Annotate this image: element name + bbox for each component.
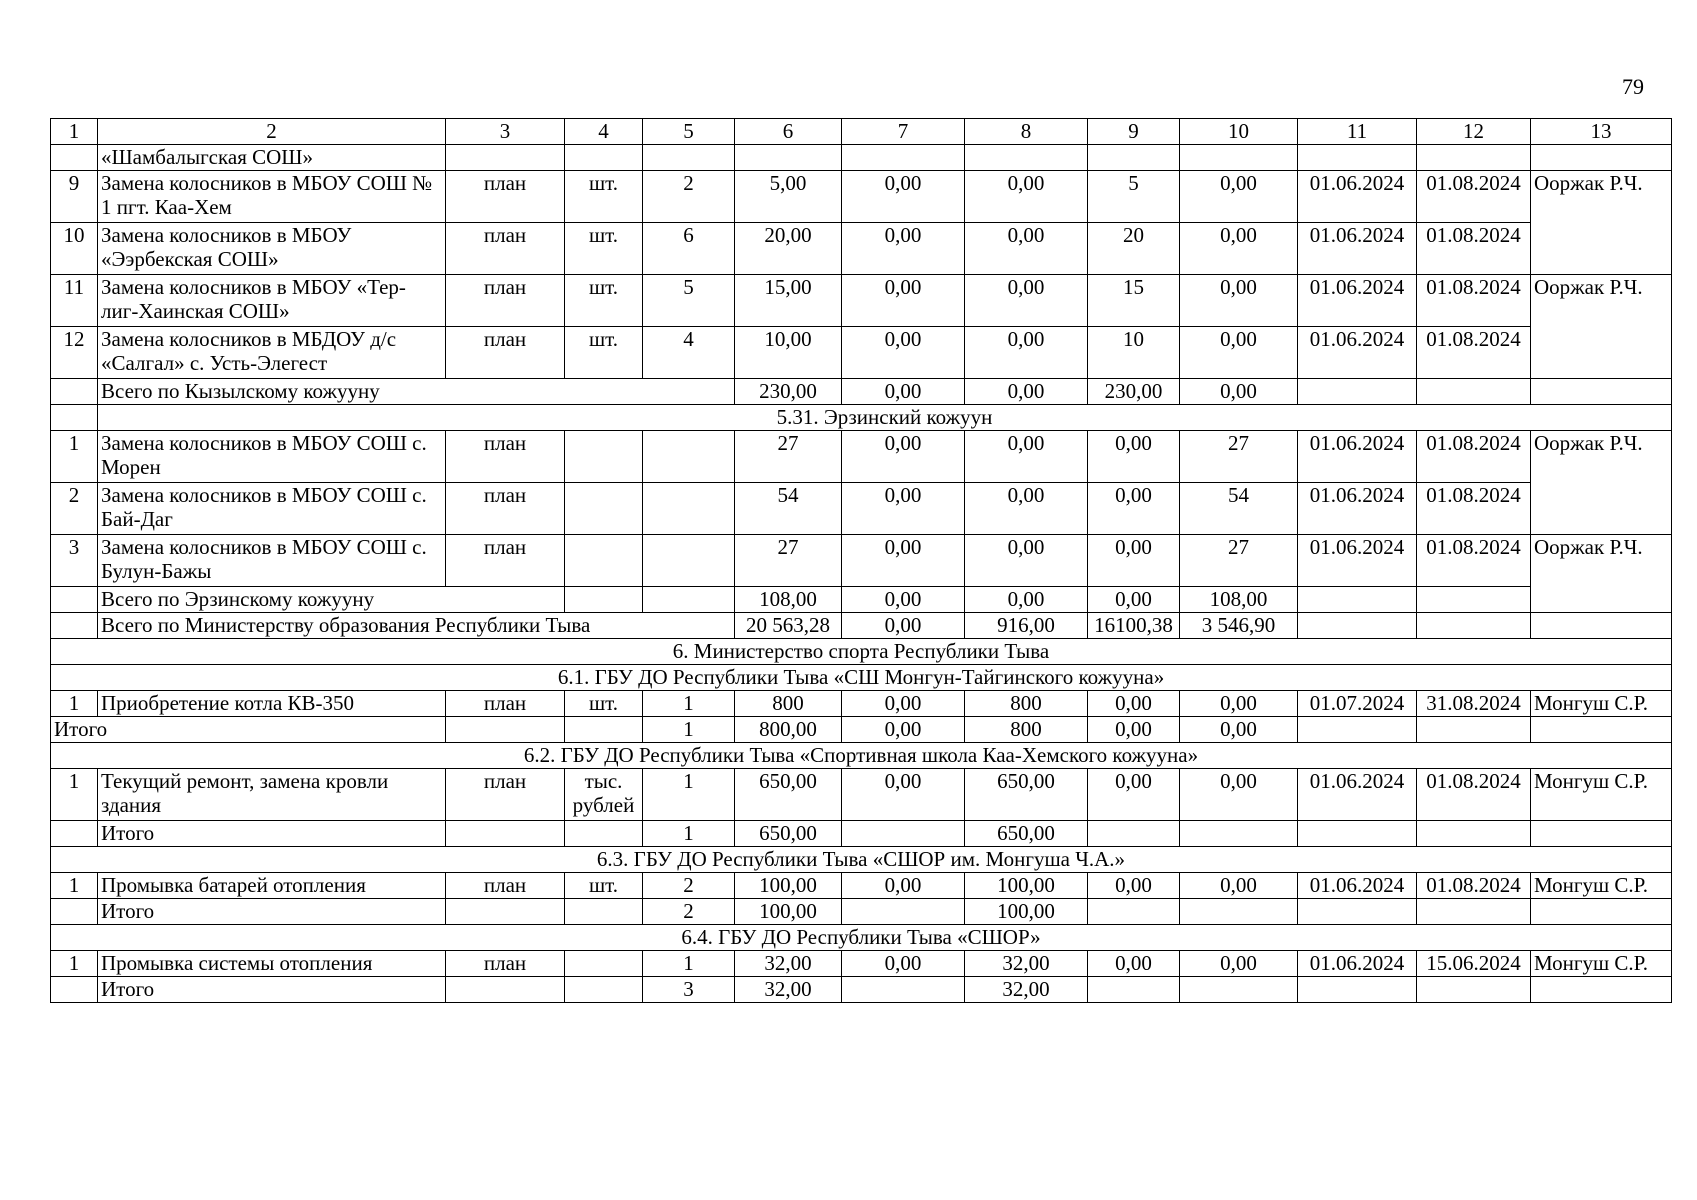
row-type: план (446, 483, 565, 535)
section-row (51, 847, 1672, 873)
total-row (51, 587, 1672, 613)
row-name: Замена колосников в МБОУ СОШ с. Бай-Даг (98, 483, 446, 535)
row-col9: 10 (1088, 327, 1180, 379)
row-type: план (446, 171, 565, 223)
row-col9: 0,00 (1088, 873, 1180, 899)
row-col10: 0,00 (1180, 951, 1298, 977)
row-responsible: Монгуш С.Р. (1531, 951, 1672, 977)
row-end-date: 01.08.2024 (1417, 431, 1531, 483)
table-row (51, 145, 1672, 171)
row-col9: 0,00 (1088, 535, 1180, 587)
row-col9: 0,00 (1088, 483, 1180, 535)
row-col6: 20 563,28 (735, 613, 842, 639)
row-col6: 108,00 (735, 587, 842, 613)
page-number: 79 (1622, 74, 1644, 99)
row-number: 1 (51, 769, 98, 821)
row-col8: 0,00 (965, 535, 1088, 587)
header-cell: 1 (51, 119, 98, 145)
row-type: план (446, 275, 565, 327)
section-row (51, 743, 1672, 769)
row-qty: 1 (643, 769, 735, 821)
row-name: Промывка системы отопления (98, 951, 446, 977)
row-end-date: 01.08.2024 (1417, 535, 1531, 587)
row-name: Текущий ремонт, замена кровли здания (98, 769, 446, 821)
row-col6: 5,00 (735, 171, 842, 223)
row-col9: 0,00 (1088, 951, 1180, 977)
row-col8: 100,00 (965, 873, 1088, 899)
row-number: 2 (51, 483, 98, 535)
row-start-date: 01.06.2024 (1298, 223, 1417, 275)
row-col7: 0,00 (842, 951, 965, 977)
row-type: план (446, 431, 565, 483)
row-col6: 10,00 (735, 327, 842, 379)
table-row (51, 223, 1672, 275)
row-col7: 0,00 (842, 223, 965, 275)
total-row (51, 379, 1672, 405)
row-end-date: 01.08.2024 (1417, 873, 1531, 899)
header-cell: 7 (842, 119, 965, 145)
row-end-date: 31.08.2024 (1417, 691, 1531, 717)
row-name: Замена колосников в МБОУ СОШ с. Морен (98, 431, 446, 483)
row-col8: 800 (965, 717, 1088, 743)
row-col6: 100,00 (735, 873, 842, 899)
row-qty: 1 (643, 717, 735, 743)
row-unit: тыс. рублей (565, 769, 643, 821)
row-unit: шт. (565, 691, 643, 717)
row-qty: 2 (643, 899, 735, 925)
row-type: план (446, 327, 565, 379)
row-col6: 54 (735, 483, 842, 535)
row-responsible: Монгуш С.Р. (1531, 769, 1672, 821)
section-title: 6.1. ГБУ ДО Республики Тыва «СШ Монгун-Тайгинского кожууна» (51, 665, 1672, 691)
row-qty: 2 (643, 873, 735, 899)
row-col8: 0,00 (965, 327, 1088, 379)
row-col10: 0,00 (1180, 171, 1298, 223)
row-qty: 1 (643, 951, 735, 977)
row-responsible: Ооржак Р.Ч. (1531, 535, 1672, 613)
row-col10: 0,00 (1180, 873, 1298, 899)
row-end-date: 01.08.2024 (1417, 171, 1531, 223)
row-number: 3 (51, 535, 98, 587)
total-label: Итого (51, 717, 446, 743)
row-col6: 20,00 (735, 223, 842, 275)
row-col9: 0,00 (1088, 431, 1180, 483)
header-cell: 3 (446, 119, 565, 145)
row-end-date: 15.06.2024 (1417, 951, 1531, 977)
row-col10: 3 546,90 (1180, 613, 1298, 639)
total-label: Всего по Кызылскому кожууну (98, 379, 735, 405)
row-col8: 0,00 (965, 171, 1088, 223)
row-col8: 0,00 (965, 223, 1088, 275)
row-col7: 0,00 (842, 483, 965, 535)
header-cell: 2 (98, 119, 446, 145)
row-start-date: 01.06.2024 (1298, 327, 1417, 379)
row-col6: 650,00 (735, 821, 842, 847)
row-col9: 16100,38 (1088, 613, 1180, 639)
table-row (51, 275, 1672, 327)
row-col9: 230,00 (1088, 379, 1180, 405)
row-col7: 0,00 (842, 327, 965, 379)
row-unit: шт. (565, 171, 643, 223)
row-col9: 0,00 (1088, 691, 1180, 717)
row-number: 9 (51, 171, 98, 223)
row-start-date: 01.06.2024 (1298, 171, 1417, 223)
header-row (51, 119, 1672, 145)
total-row (51, 821, 1672, 847)
row-qty: 3 (643, 977, 735, 1003)
row-qty: 1 (643, 691, 735, 717)
row-col7: 0,00 (842, 431, 965, 483)
section-title: 6.3. ГБУ ДО Республики Тыва «СШОР им. Монгуша Ч.А.» (51, 847, 1672, 873)
section-title: 6.4. ГБУ ДО Республики Тыва «СШОР» (51, 925, 1672, 951)
row-col6: 650,00 (735, 769, 842, 821)
row-start-date: 01.06.2024 (1298, 951, 1417, 977)
row-name: Замена колосников в МБОУ СОШ с. Булун-Бажы (98, 535, 446, 587)
row-name: Приобретение котла КВ-350 (98, 691, 446, 717)
row-col6: 15,00 (735, 275, 842, 327)
row-start-date: 01.06.2024 (1298, 769, 1417, 821)
table-row (51, 483, 1672, 535)
row-col9: 20 (1088, 223, 1180, 275)
row-col8: 0,00 (965, 483, 1088, 535)
row-col9: 0,00 (1088, 769, 1180, 821)
total-row (51, 613, 1672, 639)
row-col6: 800 (735, 691, 842, 717)
row-start-date: 01.06.2024 (1298, 431, 1417, 483)
total-label: Всего по Эрзинскому кожууну (98, 587, 565, 613)
row-col10: 0,00 (1180, 327, 1298, 379)
row-unit: шт. (565, 223, 643, 275)
row-unit: шт. (565, 275, 643, 327)
section-row (51, 405, 1672, 431)
row-col6: 32,00 (735, 951, 842, 977)
row-type: план (446, 223, 565, 275)
row-col7: 0,00 (842, 535, 965, 587)
row-col9: 0,00 (1088, 717, 1180, 743)
row-col6: 100,00 (735, 899, 842, 925)
header-cell: 9 (1088, 119, 1180, 145)
total-row (51, 977, 1672, 1003)
row-type: план (446, 691, 565, 717)
table-row (51, 535, 1672, 587)
row-start-date: 01.06.2024 (1298, 535, 1417, 587)
row-col8: 650,00 (965, 821, 1088, 847)
table-row (51, 873, 1672, 899)
row-start-date: 01.06.2024 (1298, 873, 1417, 899)
table-row (51, 171, 1672, 223)
total-label: Итого (98, 899, 446, 925)
row-col7: 0,00 (842, 769, 965, 821)
row-end-date: 01.08.2024 (1417, 769, 1531, 821)
row-col8: 0,00 (965, 587, 1088, 613)
total-row (51, 717, 1672, 743)
plan-table (50, 118, 1672, 1003)
row-col10: 0,00 (1180, 223, 1298, 275)
row-responsible: Ооржак Р.Ч. (1531, 171, 1672, 275)
row-number: 12 (51, 327, 98, 379)
row-end-date: 01.08.2024 (1417, 483, 1531, 535)
section-row (51, 665, 1672, 691)
row-col6: 27 (735, 431, 842, 483)
row-unit: шт. (565, 327, 643, 379)
section-row (51, 925, 1672, 951)
row-end-date: 01.08.2024 (1417, 275, 1531, 327)
table-row (51, 769, 1672, 821)
section-title: 6.2. ГБУ ДО Республики Тыва «Спортивная школа Каа-Хемского кожууна» (51, 743, 1672, 769)
row-col7: 0,00 (842, 171, 965, 223)
row-col8: 800 (965, 691, 1088, 717)
row-number: 1 (51, 431, 98, 483)
row-col8: 650,00 (965, 769, 1088, 821)
row-col10: 0,00 (1180, 275, 1298, 327)
total-label: Итого (98, 821, 446, 847)
row-name: Замена колосников в МБОУ СОШ № 1 пгт. Каа-Хем (98, 171, 446, 223)
row-number: 10 (51, 223, 98, 275)
row-type: план (446, 769, 565, 821)
row-responsible: Монгуш С.Р. (1531, 691, 1672, 717)
row-type: план (446, 951, 565, 977)
row-col8: 100,00 (965, 899, 1088, 925)
row-col10: 0,00 (1180, 769, 1298, 821)
row-name: Промывка батарей отопления (98, 873, 446, 899)
header-cell: 8 (965, 119, 1088, 145)
row-start-date: 01.06.2024 (1298, 483, 1417, 535)
row-col7: 0,00 (842, 873, 965, 899)
row-col8: 0,00 (965, 379, 1088, 405)
row-responsible: Ооржак Р.Ч. (1531, 275, 1672, 379)
header-cell: 10 (1180, 119, 1298, 145)
row-col9: 5 (1088, 171, 1180, 223)
row-qty: 5 (643, 275, 735, 327)
header-cell: 5 (643, 119, 735, 145)
row-number: 1 (51, 951, 98, 977)
header-cell: 4 (565, 119, 643, 145)
row-col9: 0,00 (1088, 587, 1180, 613)
row-col6: 32,00 (735, 977, 842, 1003)
table-row (51, 431, 1672, 483)
total-label: Итого (98, 977, 446, 1003)
row-unit: шт. (565, 873, 643, 899)
row-col10: 27 (1180, 535, 1298, 587)
row-col7: 0,00 (842, 379, 965, 405)
row-col8: 32,00 (965, 977, 1088, 1003)
row-qty: 6 (643, 223, 735, 275)
row-col10: 108,00 (1180, 587, 1298, 613)
row-number: 11 (51, 275, 98, 327)
row-col7: 0,00 (842, 587, 965, 613)
total-label: Всего по Министерству образования Республики Тыва (98, 613, 735, 639)
row-qty: 4 (643, 327, 735, 379)
row-col10: 0,00 (1180, 717, 1298, 743)
row-qty: 1 (643, 821, 735, 847)
header-cell: 11 (1298, 119, 1417, 145)
row-type: план (446, 535, 565, 587)
row-col10: 0,00 (1180, 691, 1298, 717)
total-row (51, 899, 1672, 925)
row-col6: 230,00 (735, 379, 842, 405)
table-row (51, 951, 1672, 977)
row-number: 1 (51, 691, 98, 717)
row-responsible: Ооржак Р.Ч. (1531, 431, 1672, 535)
row-col6: 27 (735, 535, 842, 587)
row-col8: 0,00 (965, 431, 1088, 483)
row-start-date: 01.06.2024 (1298, 275, 1417, 327)
row-col8: 916,00 (965, 613, 1088, 639)
row-col7: 0,00 (842, 275, 965, 327)
row-col10: 0,00 (1180, 379, 1298, 405)
row-col10: 54 (1180, 483, 1298, 535)
row-col7: 0,00 (842, 717, 965, 743)
row-end-date: 01.08.2024 (1417, 223, 1531, 275)
row-name: Замена колосников в МБОУ «Ээрбекская СОШ» (98, 223, 446, 275)
row-start-date: 01.07.2024 (1298, 691, 1417, 717)
section-title: 5.31. Эрзинский кожуун (98, 405, 1672, 431)
header-cell: 12 (1417, 119, 1531, 145)
row-name: «Шамбалыгская СОШ» (98, 145, 446, 171)
row-qty: 2 (643, 171, 735, 223)
row-col9: 15 (1088, 275, 1180, 327)
row-responsible: Монгуш С.Р. (1531, 873, 1672, 899)
row-end-date: 01.08.2024 (1417, 327, 1531, 379)
section-title: 6. Министерство спорта Республики Тыва (51, 639, 1672, 665)
header-cell: 13 (1531, 119, 1672, 145)
section-row (51, 639, 1672, 665)
header-cell: 6 (735, 119, 842, 145)
table-row (51, 691, 1672, 717)
row-number: 1 (51, 873, 98, 899)
row-name: Замена колосников в МБДОУ д/с «Салгал» с. Усть-Элегест (98, 327, 446, 379)
row-type: план (446, 873, 565, 899)
row-col6: 800,00 (735, 717, 842, 743)
row-col7: 0,00 (842, 691, 965, 717)
row-name: Замена колосников в МБОУ «Тер-лиг-Хаинская СОШ» (98, 275, 446, 327)
row-col10: 27 (1180, 431, 1298, 483)
row-col8: 0,00 (965, 275, 1088, 327)
table-row (51, 327, 1672, 379)
row-col7: 0,00 (842, 613, 965, 639)
row-col8: 32,00 (965, 951, 1088, 977)
